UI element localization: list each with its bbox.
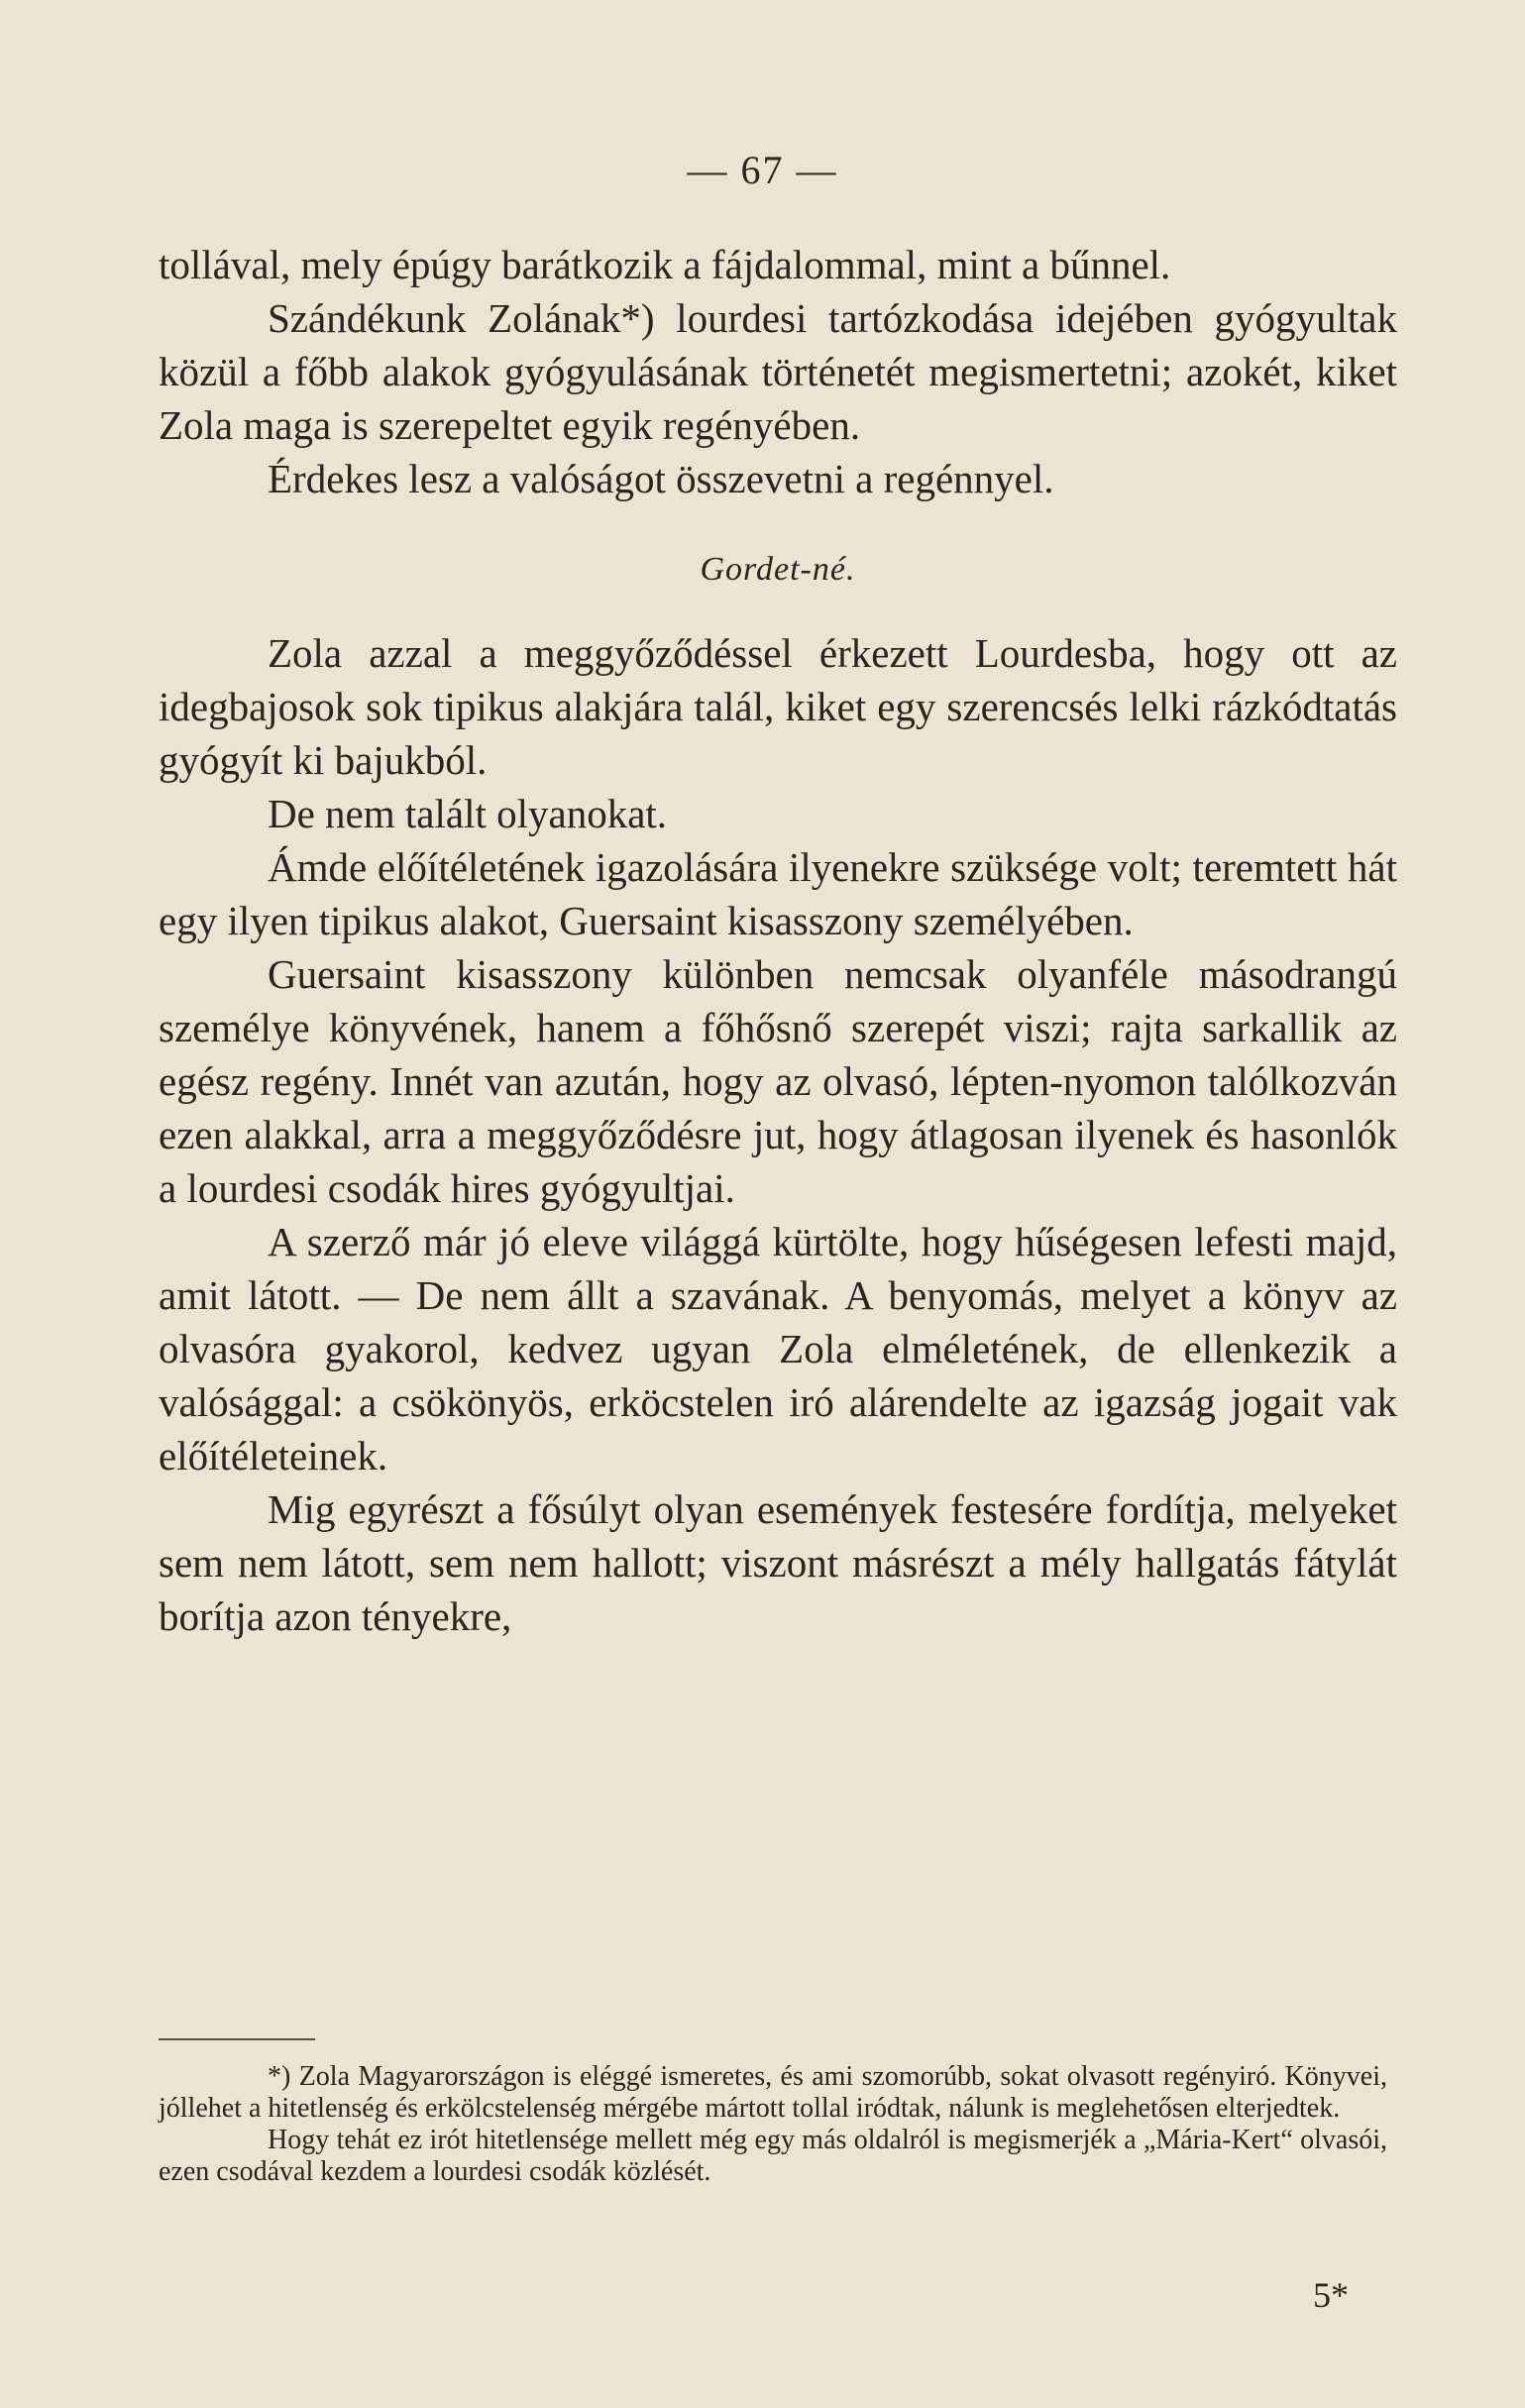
section-heading: Gordet-né.: [700, 551, 856, 588]
paragraph: Szándékunk Zolának*) lourdesi tartózkodása idejében gyógyultak közül a főbb alakok gyógyulásának történetét megismertetni; azokét, kiket Zola maga is szerepeltet egyik regényében.: [159, 295, 1397, 448]
footnote: *) Zola Magyarországon is eléggé ismeretes, és ami szomorúbb, sokat olvasott regényiró. Könyvei, jóllehet a hitetlenség és erkölcstelenség mérgébe mártott tollal iródtak, nálunk is meglehetősen elterjedtek.: [159, 2061, 1387, 2124]
footnotes: [159, 2061, 1387, 2188]
footnote: Hogy tehát ez irót hitetlensége mellett még egy más oldalról is megismerjék a „Mária-Kert“ olvasói, ezen csodával kezdem a lourdesi csodák közlését.: [159, 2125, 1387, 2187]
paragraph: tollával, mely épúgy barátkozik a fájdalommal, mint a bűnnel.: [159, 242, 1171, 287]
paragraph: Érdekes lesz a valóságot összevetni a regénnyel.: [268, 456, 1054, 501]
paragraph: Ámde előítéletének igazolására ilyenekre szüksége volt; teremtett hát egy ilyen tipikus alakot, Guersaint kisasszony személyében.: [159, 844, 1397, 943]
main-text: [159, 238, 1397, 1643]
paragraph: A szerző már jó eleve világgá kürtölte, hogy hűségesen lefesti majd, amit látott. — De nem állt a szavának. A benyomás, melyet a könyv az olvasóra gyakorol, kedvez ugyan Zola elméletének, de ellenkezik a valósággal: a csökönyös, erköcstelen iró alárendelte az igazság jogait vak előítéleteinek.: [159, 1219, 1397, 1478]
paragraph: Guersaint kisasszony különben nemcsak olyanféle másodrangú személye könyvének, hanem a főhősnő szerepét viszi; rajta sarkallik az egész regény. Innét van azután, hogy az olvasó, lépten-nyomon talólkozván ezen alakkal, arra a meggyőződésre jut, hogy átlagosan ilyenek és hasonlók a lourdesi csodák hires gyógyultjai.: [159, 951, 1397, 1211]
footnote-divider: [159, 2038, 315, 2040]
page-number-header: — 67 —: [687, 148, 838, 192]
paragraph: Zola azzal a meggyőződéssel érkezett Lourdesba, hogy ott az idegbajosok sok tipikus alakjára talál, kiket egy szerencsés lelki rázkódtatás gyógyít ki bajukból.: [159, 630, 1397, 783]
paragraph: Mig egyrészt a fősúlyt olyan események festesére fordítja, melyeket sem nem látott, sem nem hallott; viszont másrészt a mély hallgatás fátylát borítja azon tényekre,: [159, 1486, 1397, 1639]
signature-mark: 5*: [1313, 2275, 1349, 2315]
paragraph: De nem talált olyanokat.: [268, 791, 668, 836]
